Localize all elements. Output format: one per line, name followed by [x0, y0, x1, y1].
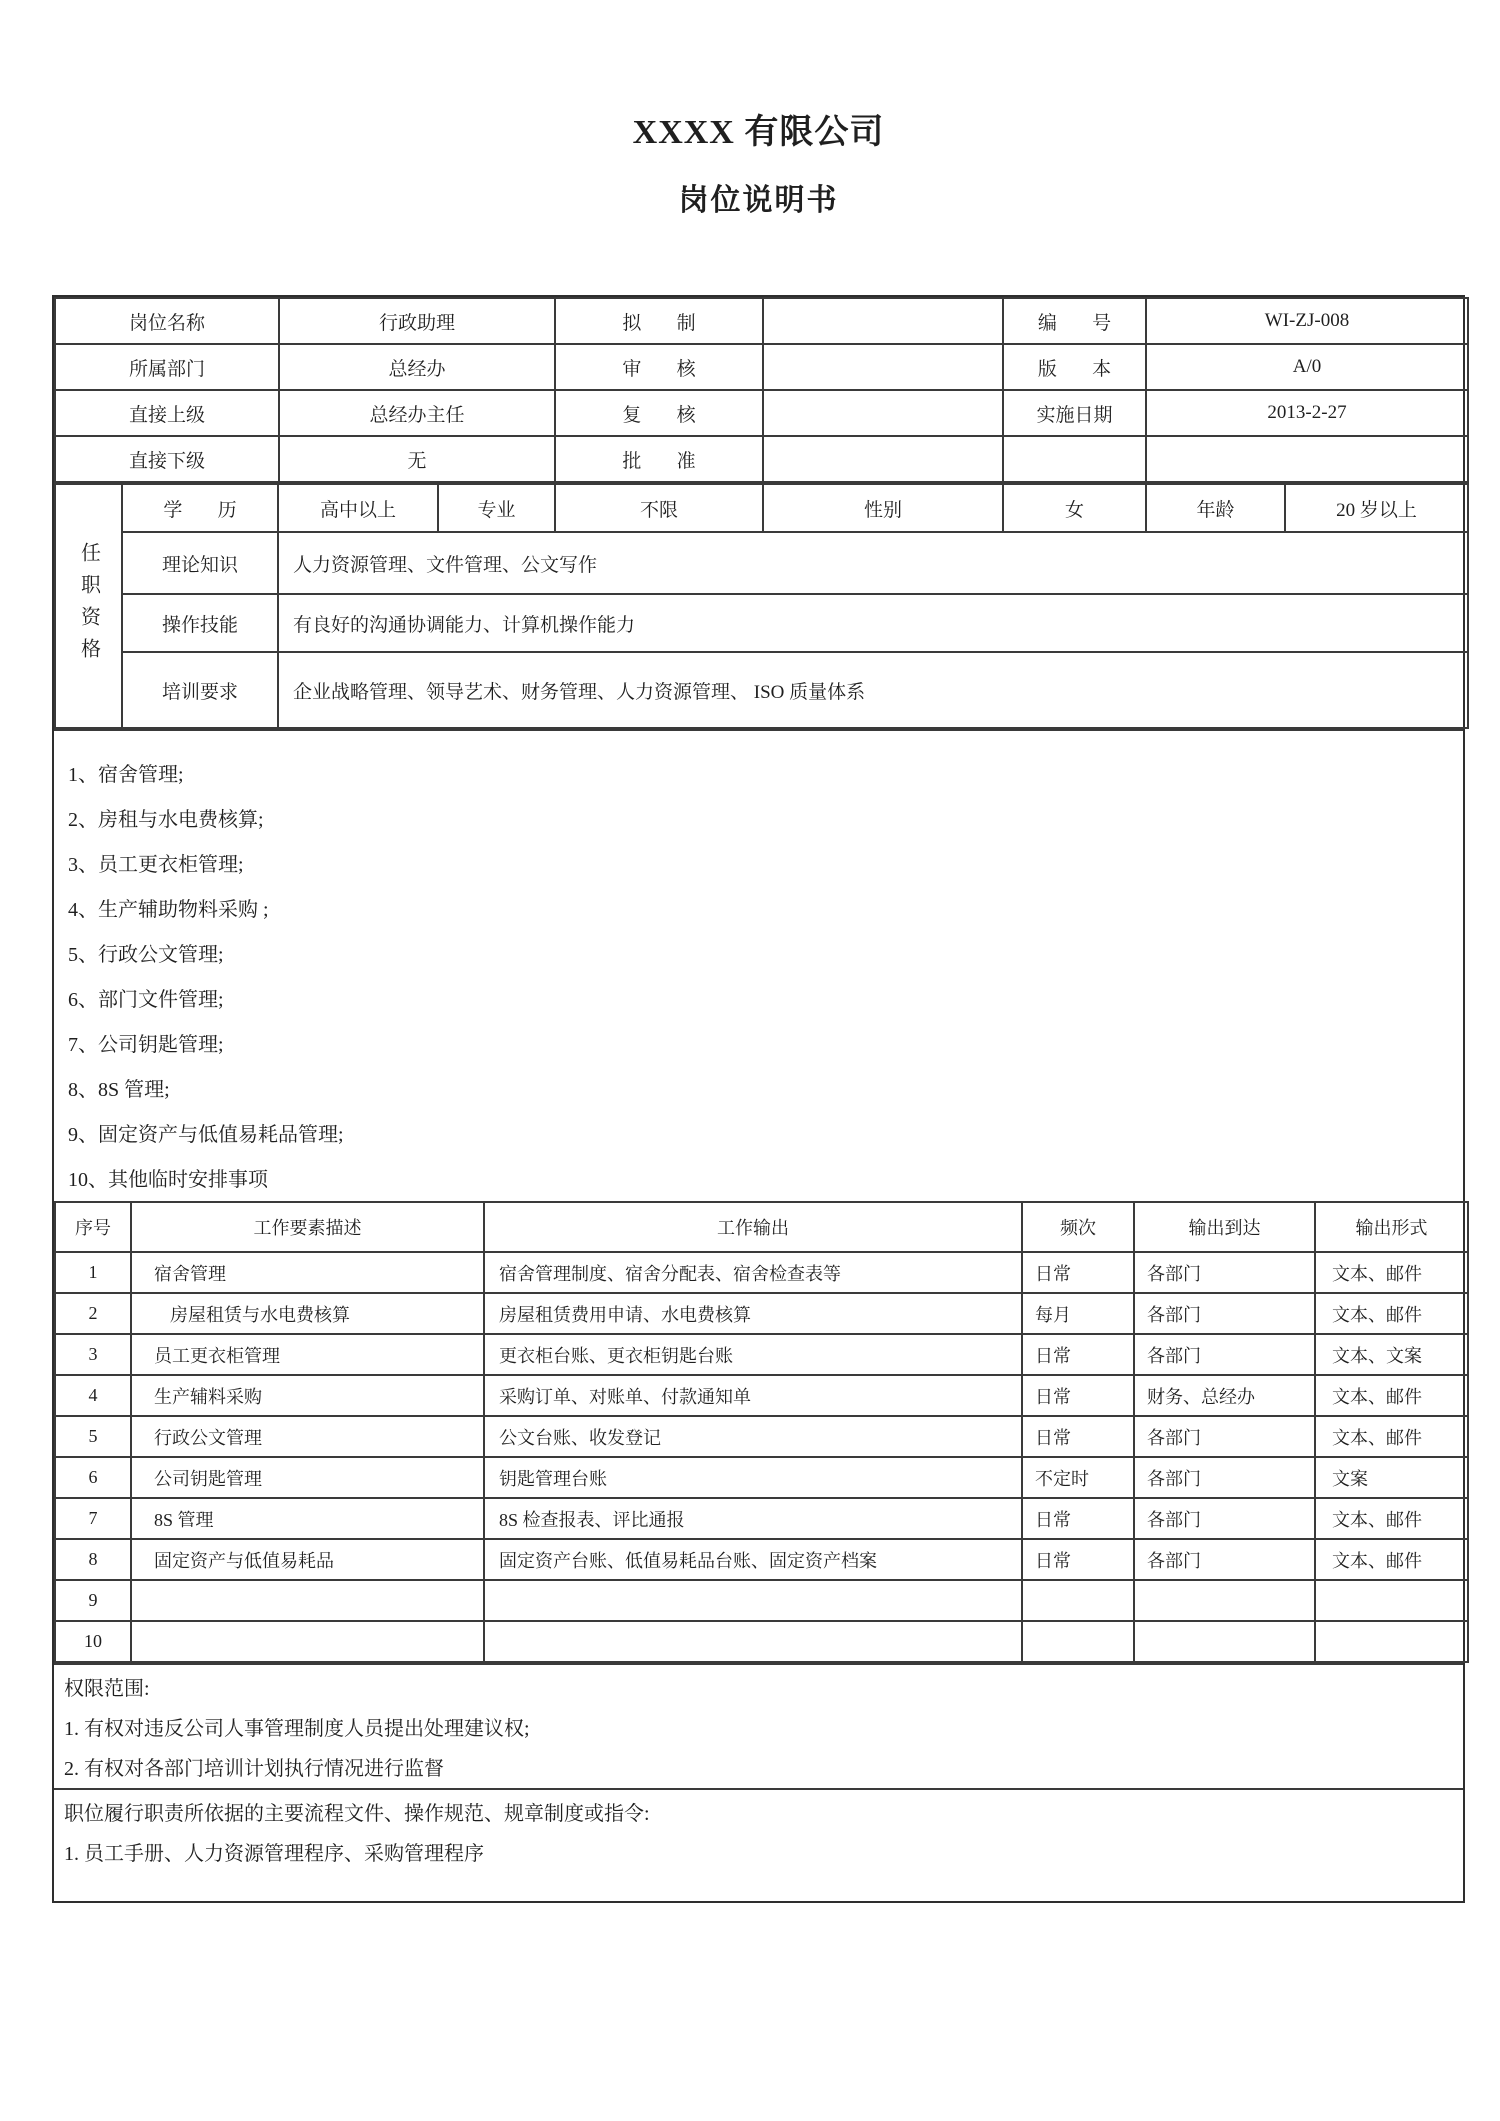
work-table-header: [55, 1202, 1468, 1252]
work-row: [55, 1252, 1468, 1293]
basis-item: 1. 员工手册、人力资源管理程序、采购管理程序: [64, 1843, 484, 1865]
work-desc: 8S 管理: [131, 1498, 484, 1539]
work-form: [1315, 1580, 1468, 1621]
company-title: XXXX 有限公司: [632, 114, 885, 151]
col-header-dest: 输出到达: [1134, 1202, 1315, 1252]
work-row: [55, 1498, 1468, 1539]
work-freq: 日常: [1022, 1252, 1134, 1293]
rechecked-by-label: 复 核: [555, 390, 763, 436]
work-row: [55, 1375, 1468, 1416]
work-form: 文本、邮件: [1315, 1375, 1468, 1416]
work-seq: 4: [55, 1375, 131, 1416]
work-dest: 各部门: [1134, 1252, 1315, 1293]
authority-item: 2. 有权对各部门培训计划执行情况进行监督: [64, 1758, 444, 1780]
work-desc: [131, 1580, 484, 1621]
work-freq: 不定时: [1022, 1457, 1134, 1498]
work-dest: 各部门: [1134, 1539, 1315, 1580]
work-row: [55, 1293, 1468, 1334]
duty-item: 3、员工更衣柜管理;: [68, 854, 244, 876]
col-header-freq: 频次: [1022, 1202, 1134, 1252]
col-header-form: 输出形式: [1315, 1202, 1468, 1252]
document-title: 岗位说明书: [678, 184, 839, 217]
work-output: 8S 检查报表、评比通报: [484, 1498, 1022, 1539]
work-form: 文本、邮件: [1315, 1293, 1468, 1334]
work-dest: [1134, 1621, 1315, 1662]
duties-list: [54, 729, 1463, 1201]
work-seq: 2: [55, 1293, 131, 1334]
major-label: 专业: [438, 484, 555, 532]
work-dest: [1134, 1580, 1315, 1621]
work-output: [484, 1580, 1022, 1621]
authority-item: 1. 有权对违反公司人事管理制度人员提出处理建议权;: [64, 1718, 530, 1740]
training-requirement-label: 培训要求: [122, 652, 278, 728]
approved-by-label: 批 准: [555, 436, 763, 482]
direct-supervisor-label: 直接上级: [55, 390, 279, 436]
work-desc: [131, 1621, 484, 1662]
work-desc: 房屋租赁与水电费核算: [131, 1293, 484, 1334]
work-freq: 日常: [1022, 1375, 1134, 1416]
work-dest: 各部门: [1134, 1416, 1315, 1457]
work-freq: [1022, 1621, 1134, 1662]
qualification-section-label: 任职资格: [55, 484, 122, 728]
department-value: 总经办: [279, 344, 555, 390]
work-desc: 行政公文管理: [131, 1416, 484, 1457]
work-form: 文本、文案: [1315, 1334, 1468, 1375]
work-seq: 6: [55, 1457, 131, 1498]
version-value: A/0: [1146, 344, 1468, 390]
doc-number-label: 编 号: [1003, 298, 1146, 344]
work-form: [1315, 1621, 1468, 1662]
work-seq: 1: [55, 1252, 131, 1293]
direct-subordinate-label: 直接下级: [55, 436, 279, 482]
qualification-edu-row: [55, 484, 1468, 532]
duty-item: 2、房租与水电费核算;: [68, 809, 264, 831]
drafted-by-label: 拟 制: [555, 298, 763, 344]
work-dest: 各部门: [1134, 1334, 1315, 1375]
work-output: 公文台账、收发登记: [484, 1416, 1022, 1457]
work-elements-table: [54, 1201, 1469, 1663]
duty-item: 6、部门文件管理;: [68, 989, 224, 1011]
department-label: 所属部门: [55, 344, 279, 390]
work-seq: 10: [55, 1621, 131, 1662]
qualification-training-row: [55, 652, 1468, 728]
reviewed-by-label: 审 核: [555, 344, 763, 390]
work-dest: 各部门: [1134, 1457, 1315, 1498]
doc-number-value: WI-ZJ-008: [1146, 298, 1468, 344]
work-output: 采购订单、对账单、付款通知单: [484, 1375, 1022, 1416]
position-name-value: 行政助理: [279, 298, 555, 344]
work-desc: 员工更衣柜管理: [131, 1334, 484, 1375]
qualification-knowledge-row: [55, 532, 1468, 594]
education-value: 高中以上: [278, 484, 438, 532]
work-seq: 9: [55, 1580, 131, 1621]
work-desc: 生产辅料采购: [131, 1375, 484, 1416]
basic-info-table: [54, 297, 1469, 483]
work-form: 文本、邮件: [1315, 1252, 1468, 1293]
info-row-department: [55, 344, 1468, 390]
effective-date-value: 2013-2-27: [1146, 390, 1468, 436]
work-desc: 公司钥匙管理: [131, 1457, 484, 1498]
duty-item: 4、生产辅助物料采购 ;: [68, 899, 269, 921]
work-form: 文本、邮件: [1315, 1498, 1468, 1539]
work-output: 宿舍管理制度、宿舍分配表、宿舍检查表等: [484, 1252, 1022, 1293]
col-header-desc: 工作要素描述: [131, 1202, 484, 1252]
info-row-subordinate: [55, 436, 1468, 482]
work-row: [55, 1539, 1468, 1580]
rechecked-by-value: [763, 390, 1003, 436]
direct-subordinate-value: 无: [279, 436, 555, 482]
work-row: [55, 1416, 1468, 1457]
work-seq: 5: [55, 1416, 131, 1457]
info-row-position: [55, 298, 1468, 344]
document-body: [52, 295, 1465, 1903]
basis-title: 职位履行职责所依据的主要流程文件、操作规范、规章制度或指令:: [64, 1803, 650, 1825]
duty-item: 7、公司钥匙管理;: [68, 1034, 224, 1056]
duty-item: 1、宿舍管理;: [68, 764, 184, 786]
duty-item: 9、固定资产与低值易耗品管理;: [68, 1124, 344, 1146]
duty-item: 10、其他临时安排事项: [68, 1169, 268, 1191]
info-row-supervisor: [55, 390, 1468, 436]
authority-scope-section: [54, 1663, 1463, 1788]
qualification-table: [54, 483, 1469, 729]
work-seq: 3: [55, 1334, 131, 1375]
education-label: 学 历: [122, 484, 278, 532]
work-seq: 8: [55, 1539, 131, 1580]
col-header-seq: 序号: [55, 1202, 131, 1252]
duty-item: 5、行政公文管理;: [68, 944, 224, 966]
work-row: [55, 1334, 1468, 1375]
work-desc: 固定资产与低值易耗品: [131, 1539, 484, 1580]
empty-cell: [1146, 436, 1468, 482]
work-desc: 宿舍管理: [131, 1252, 484, 1293]
work-freq: 日常: [1022, 1334, 1134, 1375]
qualification-skill-row: [55, 594, 1468, 652]
drafted-by-value: [763, 298, 1003, 344]
work-freq: [1022, 1580, 1134, 1621]
work-dest: 财务、总经办: [1134, 1375, 1315, 1416]
work-output: 更衣柜台账、更衣柜钥匙台账: [484, 1334, 1022, 1375]
work-form: 文本、邮件: [1315, 1539, 1468, 1580]
work-form: 文案: [1315, 1457, 1468, 1498]
operation-skill-value: 有良好的沟通协调能力、计算机操作能力: [278, 594, 1468, 652]
work-seq: 7: [55, 1498, 131, 1539]
training-requirement-value: 企业战略管理、领导艺术、财务管理、人力资源管理、 ISO 质量体系: [278, 652, 1468, 728]
approved-by-value: [763, 436, 1003, 482]
reviewed-by-value: [763, 344, 1003, 390]
work-row: [55, 1457, 1468, 1498]
work-form: 文本、邮件: [1315, 1416, 1468, 1457]
gender-value: 女: [1003, 484, 1146, 532]
position-name-label: 岗位名称: [55, 298, 279, 344]
work-output: 钥匙管理台账: [484, 1457, 1022, 1498]
age-label: 年龄: [1146, 484, 1285, 532]
theory-knowledge-label: 理论知识: [122, 532, 278, 594]
work-output: 固定资产台账、低值易耗品台账、固定资产档案: [484, 1539, 1022, 1580]
operation-skill-label: 操作技能: [122, 594, 278, 652]
empty-cell: [1003, 436, 1146, 482]
major-value: 不限: [555, 484, 763, 532]
duty-item: 8、8S 管理;: [68, 1079, 170, 1101]
age-value: 20 岁以上: [1285, 484, 1468, 532]
work-output: [484, 1621, 1022, 1662]
work-freq: 日常: [1022, 1416, 1134, 1457]
authority-scope-title: 权限范围:: [64, 1678, 150, 1700]
work-dest: 各部门: [1134, 1498, 1315, 1539]
work-freq: 日常: [1022, 1539, 1134, 1580]
effective-date-label: 实施日期: [1003, 390, 1146, 436]
work-row: [55, 1621, 1468, 1662]
work-dest: 各部门: [1134, 1293, 1315, 1334]
basis-documents-section: [54, 1788, 1463, 1901]
work-output: 房屋租赁费用申请、水电费核算: [484, 1293, 1022, 1334]
col-header-output: 工作输出: [484, 1202, 1022, 1252]
work-row: [55, 1580, 1468, 1621]
theory-knowledge-value: 人力资源管理、文件管理、公文写作: [278, 532, 1468, 594]
work-freq: 每月: [1022, 1293, 1134, 1334]
work-freq: 日常: [1022, 1498, 1134, 1539]
direct-supervisor-value: 总经办主任: [279, 390, 555, 436]
version-label: 版 本: [1003, 344, 1146, 390]
gender-label: 性别: [763, 484, 1003, 532]
